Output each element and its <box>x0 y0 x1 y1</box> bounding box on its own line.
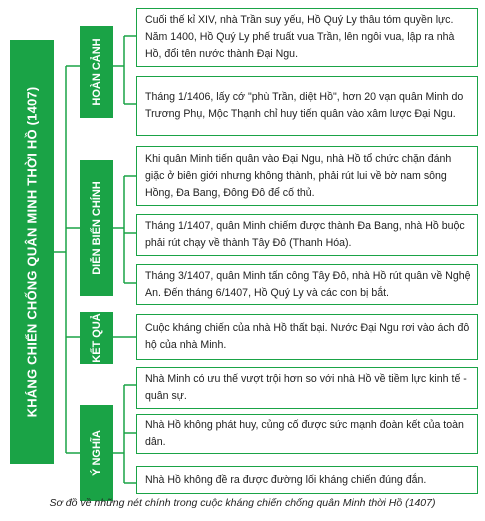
hoan-canh-item-1-text: Cuối thế kỉ XIV, nhà Trần suy yếu, Hồ Quý Ly thâu tóm quyền lực. Năm 1400, Hồ Quý Ly phế truất vua Trần, lên ngôi vua, lập ra nhà Hồ, đổi tên nước thành Đại Ngu. <box>145 14 455 60</box>
main-title: KHÁNG CHIẾN CHỐNG QUÂN MINH THỜI HỒ (1407) <box>24 86 40 418</box>
dien-bien-item-1-text: Khi quân Minh tiến quân vào Đại Ngu, nhà Hồ tổ chức chặn đánh giặc ở biên giới nhưng không thành, phải rút lui về bờ nam sông Hồng, Đa Bang, Đông Đô để cố thủ. <box>145 152 452 199</box>
figure-caption: Sơ đồ về những nét chính trong cuộc kháng chiến chống quân Minh thời Hồ (1407) <box>49 497 436 509</box>
hoan-canh-item-2-text: Tháng 1/1406, lấy cớ "phù Trần, diệt Hồ", hơn 20 vạn quân Minh do Trương Phụ, Mộc Thạnh chỉ huy tiến quân vào xâm lược Đại Ngu. <box>145 91 464 120</box>
hoan-canh-item-1 <box>136 8 478 67</box>
y-nghia-item-3 <box>136 466 478 494</box>
category-ket-qua <box>80 312 113 364</box>
category-ket-qua-label: KẾT QUẢ <box>90 313 103 363</box>
category-y-nghia <box>80 405 113 501</box>
dien-bien-item-3 <box>136 264 478 305</box>
y-nghia-item-3-text: Nhà Hồ không đề ra được đường lối kháng chiến đúng đắn. <box>145 473 427 486</box>
hoan-canh-item-2 <box>136 76 478 136</box>
category-hoan-canh-label: HOÀN CẢNH <box>90 38 103 106</box>
connector-main-trunk <box>54 66 80 453</box>
y-nghia-item-2 <box>136 414 478 454</box>
connector-hoan-canh <box>113 36 136 104</box>
y-nghia-item-1-text: Nhà Minh có ưu thế vượt trội hơn so với nhà Hồ về tiềm lực kinh tế - quân sự. <box>145 373 467 402</box>
y-nghia-item-2-text: Nhà Hồ không phát huy, củng cố được sức mạnh đoàn kết của toàn dân. <box>145 419 464 448</box>
ket-qua-item-1-text: Cuộc kháng chiến của nhà Hồ thất bại. Nước Đại Ngu rơi vào ách đô hộ của nhà Minh. <box>145 322 470 351</box>
dien-bien-item-3-text: Tháng 3/1407, quân Minh tấn công Tây Đô, nhà Hồ rút quân về Nghệ An. Đến tháng 6/1407, Hồ Quý Ly và các con bị bắt. <box>145 269 471 299</box>
connector-y-nghia <box>113 385 136 483</box>
dien-bien-item-1 <box>136 146 478 206</box>
category-y-nghia-label: Ý NGHĨA <box>90 430 103 476</box>
dien-bien-item-2 <box>136 214 478 256</box>
y-nghia-item-1 <box>136 367 478 409</box>
dien-bien-item-2-text: Tháng 1/1407, quân Minh chiếm được thành Đa Bang, nhà Hồ buộc phải rút chạy về thành Tây Đô (Thanh Hóa). <box>145 220 465 249</box>
connector-dien-bien <box>113 176 136 283</box>
category-dien-bien-chinh-label: DIỄN BIẾN CHÍNH <box>90 181 103 275</box>
ket-qua-item-1 <box>136 314 478 360</box>
category-dien-bien-chinh <box>80 160 113 296</box>
category-hoan-canh <box>80 26 113 118</box>
main-title-box <box>10 40 54 464</box>
